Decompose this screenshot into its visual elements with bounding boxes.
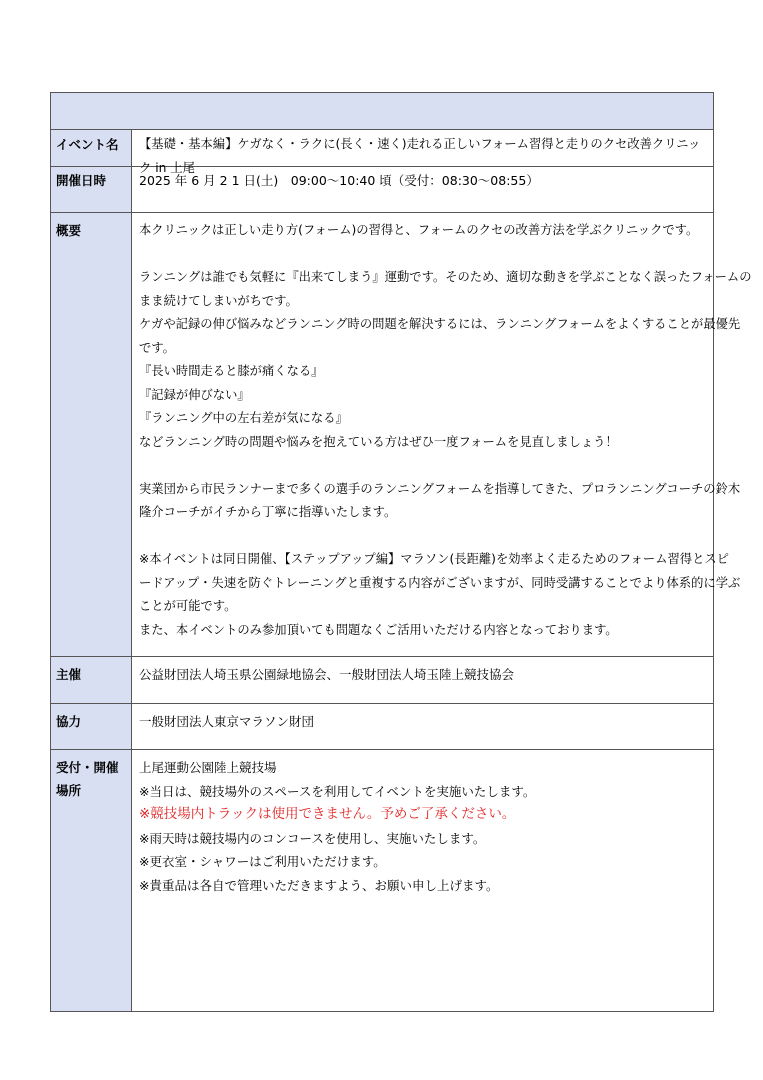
overview-line: です。 [139,340,175,355]
date-label: 開催日時 [51,167,132,212]
venue-line: ※雨天時は競技場内のコンコースを使用し、実施いたします。 [139,830,486,846]
date-value: 2025 年 6 月 2 1 日(土) 09:00～10:40 頃（受付：08:30～08:55） [139,173,539,188]
row-date [51,167,713,213]
row-cooperation [51,704,713,750]
venue-label [51,750,132,1011]
overview-spacer [139,243,705,267]
venue-label-line: 受付・開催 [56,760,119,775]
organizer-value: 公益財団法人埼玉県公園緑地協会、一般財団法人埼玉陸上競技協会 [139,667,515,682]
overview-line: 実業団から市民ランナーまで多くの選手のランニングフォームを指導してきた、プロランニングコーチの鈴木 [139,481,741,496]
overview-line: 隆介コーチがイチから丁寧に指導いたします。 [139,505,397,519]
overview-label: 概要 [51,213,132,656]
overview-line: まま続けてしまいがちです。 [139,293,298,308]
overview-line: また、本イベントのみ参加頂いても問題なくご活用いただける内容となっております。 [139,622,618,637]
overview-line: ケガや記録の伸び悩みなどランニング時の問題を解決するには、ランニングフォームをよくすることが最優先 [139,317,741,331]
overview-line: 『長い時間走ると膝が痛くなる』 [139,364,324,378]
venue-line: 上尾運動公園陸上競技場 [139,760,277,775]
venue-line: ※当日は、競技場外のスペースを利用してイベントを実施いたします。 [139,783,536,799]
overview-spacer [139,525,705,549]
event-name-label: イベント名 [51,130,132,166]
row-venue [51,750,713,1011]
overview-line: 『ランニング中の左右差が気になる』 [139,411,348,425]
row-event-name [51,130,713,175]
overview-line: ことが可能です。 [139,599,237,613]
overview-body [132,213,752,656]
table-header-band [51,93,713,130]
organizer-label: 主催 [51,657,132,703]
row-overview [51,213,752,657]
venue-label-line: 場所 [56,783,82,798]
overview-spacer [139,454,705,478]
venue-line: ※貴重品は各自で管理いただきますよう、お願い申し上げます。 [139,877,499,893]
row-organizer [51,657,713,704]
overview-line: ※本イベントは同日開催、【ステップアップ編】マラソン(長距離)を効率よく走るためのフォーム習得とスピ [139,552,729,566]
cooperation-value: 一般財団法人東京マラソン財団 [139,714,315,729]
venue-warning-line: ※競技場内トラックは使用できません。予めご了承ください。 [139,806,516,822]
event-name-value: 【基礎・基本編】ケガなく・ラクに(長く・速く)走れる正しいフォーム習得と走りのクセ改善クリニック in 上尾 [139,137,701,175]
venue-body [132,750,713,1011]
venue-line: ※更衣室・シャワーはご利用いただけます。 [139,854,386,869]
overview-line: 本クリニックは正しい走り方(フォーム)の習得と、フォームのクセの改善方法を学ぶクリニックです。 [139,223,699,237]
overview-line: ランニングは誰でも気軽に『出来てしまう』運動です。そのため、適切な動きを学ぶことなく誤ったフォームの [139,270,752,284]
overview-line: ードアップ・失速を防ぐトレーニングと重複する内容がございますが、同時受講することでより体系的に学ぶ [139,575,741,590]
cooperation-label: 協力 [51,704,132,749]
overview-line: などランニング時の問題や悩みを抱えている方はぜひ一度フォームを見直しましょう！ [139,434,618,449]
overview-line: 『記録が伸びない』 [139,387,250,402]
event-info-table [50,92,752,1012]
